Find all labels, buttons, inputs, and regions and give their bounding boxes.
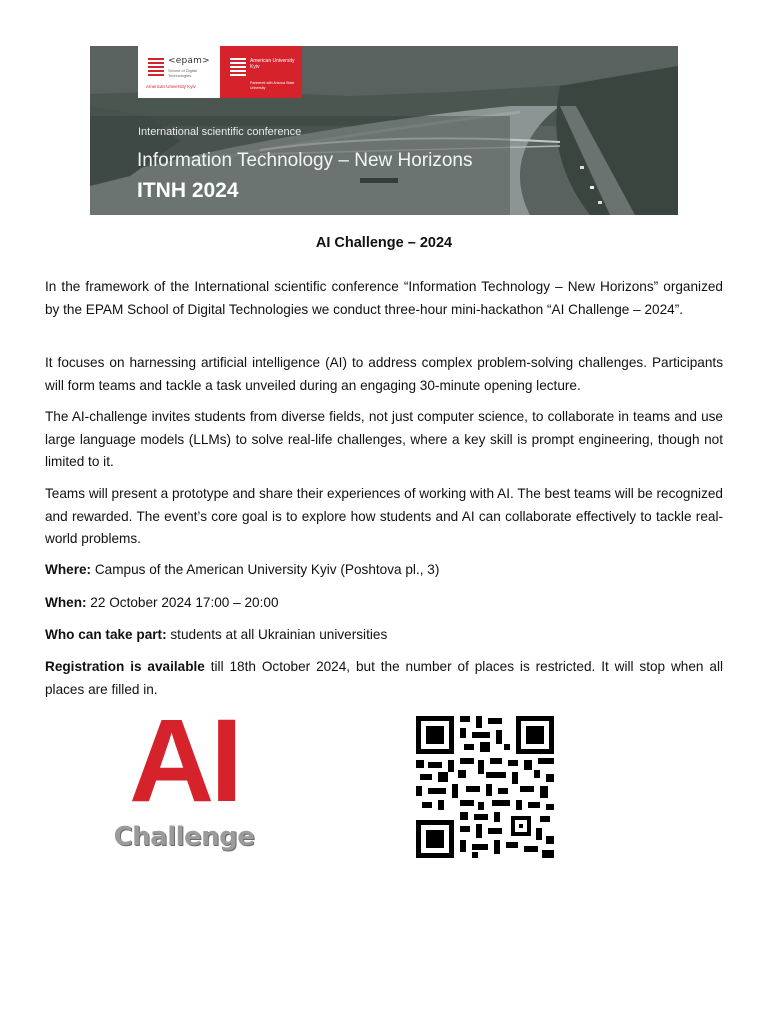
- epam-logo-foot: American University Kyiv: [146, 84, 196, 89]
- who-value: students at all Ukrainian universities: [166, 627, 388, 642]
- epam-logo-sub: School of Digital Technologies: [168, 68, 197, 78]
- where-label: Where:: [45, 562, 92, 577]
- auk-logo-foot: Partnered with Arizona State University: [250, 81, 295, 90]
- epam-school-logo: [138, 46, 220, 98]
- epam-logo-name: <epam>: [168, 56, 210, 66]
- ai-challenge-logo: [104, 695, 264, 858]
- where-line: [45, 559, 723, 582]
- registration-value: till 18th October 2024, but the number of places is restricted. It will stop when all places are filled in.: [45, 659, 723, 697]
- when-value: 22 October 2024 17:00 – 20:00: [86, 595, 279, 610]
- page-heading: AI Challenge – 2024: [315, 235, 453, 251]
- conference-banner: [90, 46, 678, 215]
- ai-logo-small-text: Challenge: [113, 822, 255, 852]
- registration-label: Registration is available: [45, 659, 205, 674]
- auk-logo-name: American University Kyiv: [250, 58, 295, 70]
- paragraph-teams: Teams will present a prototype and share their experiences of working with AI. The best teams will be recognized and rewarded. The event’s core goal is to explore how students and AI can collaborate effectively to tackle real-world problems.: [45, 486, 723, 546]
- who-line: [45, 624, 723, 647]
- ai-logo-big-text: AI: [129, 695, 239, 827]
- banner-small-title: International scientific conference: [138, 126, 302, 138]
- paragraph-invitation: The AI-challenge invites students from diverse fields, not just computer science, to collaborate in teams and use large language models (LLMs) to solve real-life challenges, where a key skill is prompt engineering, though not limited to it.: [45, 409, 723, 469]
- auk-bars-icon: [230, 58, 246, 78]
- banner-subtitle: ITNH 2024: [137, 179, 239, 202]
- when-label: When:: [45, 595, 87, 610]
- paragraph-focus: It focuses on harnessing artificial intelligence (AI) to address complex problem-solving challenges. Participants will form teams and tackle a task unveiled during an engaging 30-minute opening lecture.: [45, 355, 723, 393]
- american-university-kyiv-logo: [220, 46, 302, 98]
- who-label: Who can take part:: [45, 627, 167, 642]
- banner-title: Information Technology – New Horizons: [137, 150, 473, 171]
- epam-bars-icon: [148, 58, 164, 78]
- paragraph-intro: In the framework of the International scientific conference “Information Technology – New Horizons” organized by the EPAM School of Digital Technologies we conduct three-hour mini-hackathon “AI Challenge – 2024”.: [45, 279, 723, 317]
- registration-qr-code[interactable]: [416, 716, 554, 858]
- when-line: [45, 592, 723, 615]
- where-value: Campus of the American University Kyiv (Poshtova pl., 3): [91, 562, 440, 577]
